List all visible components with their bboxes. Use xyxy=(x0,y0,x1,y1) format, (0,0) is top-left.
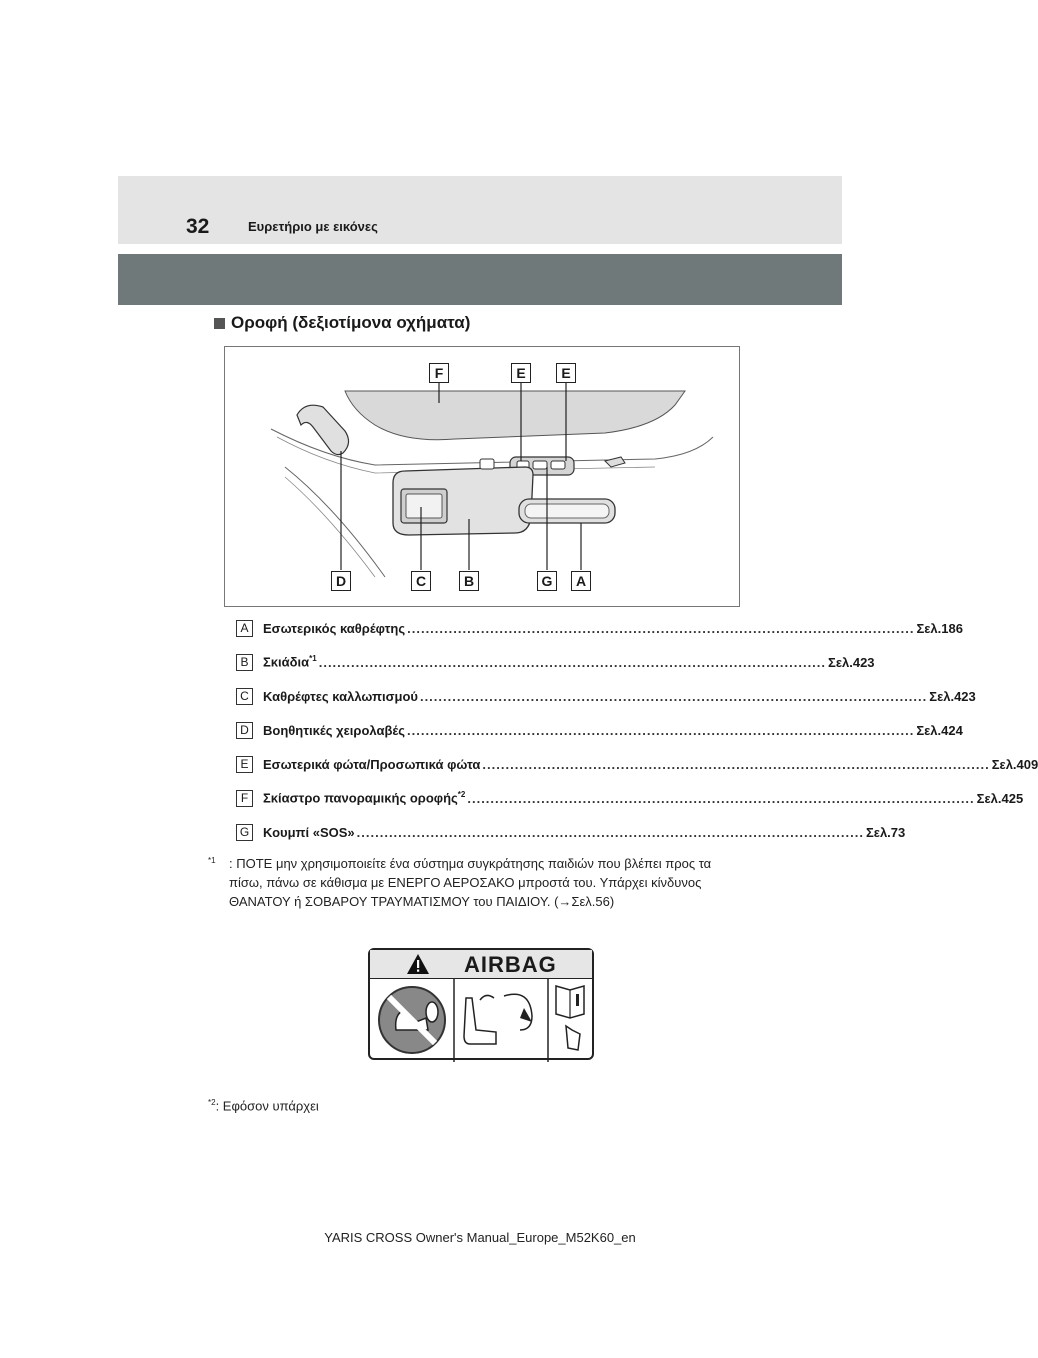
index-letter: A xyxy=(236,620,253,637)
leader-dots: .............................................................................................................. xyxy=(356,824,864,840)
index-row[interactable] xyxy=(236,754,1038,774)
footnote-mark: *2 xyxy=(208,1098,216,1107)
callout-c: C xyxy=(411,571,431,591)
index-label: Βοηθητικές χειρολαβές xyxy=(263,722,406,738)
index-row[interactable] xyxy=(236,618,963,638)
index-label: Εσωτερικός καθρέφτης xyxy=(263,620,406,636)
index-page: Σελ.409 xyxy=(991,756,1038,772)
warning-triangle-icon xyxy=(406,953,430,975)
index-letter: C xyxy=(236,688,253,705)
index-label: Εσωτερικά φώτα/Προσωπικά φώτα xyxy=(263,756,481,772)
callout-g: G xyxy=(537,571,557,591)
index-letter: B xyxy=(236,654,253,671)
index-label: Κουμπί «SOS» xyxy=(263,824,355,840)
header-band xyxy=(118,176,842,244)
leader-dots: .............................................................................................................. xyxy=(467,790,975,806)
callout-d: D xyxy=(331,571,351,591)
footnote-text: : Εφόσον υπάρχει xyxy=(215,1098,319,1114)
page-number: 32 xyxy=(186,215,210,238)
index-row[interactable] xyxy=(236,720,963,740)
page-footer: YARIS CROSS Owner's Manual_Europe_M52K60_en xyxy=(324,1230,636,1245)
index-page: Σελ.425 xyxy=(976,790,1024,806)
index-row[interactable] xyxy=(236,686,976,706)
index-page: Σελ.423 xyxy=(929,688,976,704)
footnote-1 xyxy=(208,851,748,911)
footnote-ref: *1 xyxy=(309,654,317,664)
no-rear-facing-child-seat-icon xyxy=(379,987,445,1053)
index-row[interactable] xyxy=(236,788,1024,808)
square-bullet-icon xyxy=(214,318,225,329)
index-label: Σκιάδια$^{*1}$ xyxy=(263,654,317,670)
footnote-2 xyxy=(208,1093,319,1115)
index-letter: E xyxy=(236,756,253,773)
airbag-pictograms xyxy=(370,978,596,1062)
index-page: Σελ.423 xyxy=(828,654,875,670)
section-title: Ευρετήριο με εικόνες xyxy=(248,219,378,234)
subheading xyxy=(214,313,470,333)
index-page: Σελ.186 xyxy=(916,620,963,636)
leader-dots: .............................................................................................................. xyxy=(407,722,915,738)
airbag-warning-label xyxy=(368,948,594,1060)
callout-e-1: E xyxy=(511,363,531,383)
read-manual-icon xyxy=(556,986,584,1050)
leader-dots: .............................................................................................................. xyxy=(482,756,990,772)
index-row[interactable] xyxy=(236,652,875,672)
airbag-word: AIRBAG xyxy=(464,952,557,977)
footnote-mark: *1 xyxy=(208,856,216,865)
callout-b: B xyxy=(459,571,479,591)
callout-a: A xyxy=(571,571,591,591)
index-letter: F xyxy=(236,790,253,807)
index-page: Σελ.73 xyxy=(865,824,906,840)
index-letter: D xyxy=(236,722,253,739)
footnote-ref: *2 xyxy=(457,790,466,800)
roof-illustration xyxy=(224,346,740,607)
leader-dots: .............................................................................................................. xyxy=(407,620,915,636)
callout-f: F xyxy=(429,363,449,383)
seat-airbag-icon xyxy=(464,994,532,1044)
index-label: Σκίαστρο πανοραμικής οροφής$^{*2}$ xyxy=(263,790,466,806)
airbag-header xyxy=(370,950,592,979)
index-row[interactable] xyxy=(236,822,906,842)
section-band xyxy=(118,254,842,305)
index-label: Καθρέφτες καλλωπισμού xyxy=(263,688,418,704)
leader-dots: .............................................................................................................. xyxy=(318,654,827,670)
index-page: Σελ.424 xyxy=(916,722,963,738)
callout-e-2: E xyxy=(556,363,576,383)
subheading-text: Οροφή (δεξιοτίμονα οχήματα) xyxy=(231,313,471,332)
leader-dots: .............................................................................................................. xyxy=(419,688,928,704)
index-letter: G xyxy=(236,824,253,841)
roof-drawing xyxy=(225,347,741,608)
footnote-text: : ΠΟΤΕ μην χρησιμοποιείτε ένα σύστημα συγκράτησης παιδιών που βλέπει προς τα πίσω, πάνω σε κάθισμα με ΕΝΕΡΓΟ ΑΕΡΟΣΑΚΟ μπροστά του. Υπάρχει κίνδυνος ΘΑΝΑΤΟΥ ή ΣΟΒΑΡΟΥ ΤΡΑΥΜΑΤΙΣΜΟΥ του ΠΑΙΔΙΟΥ. (→Σελ.56) xyxy=(229,856,712,910)
